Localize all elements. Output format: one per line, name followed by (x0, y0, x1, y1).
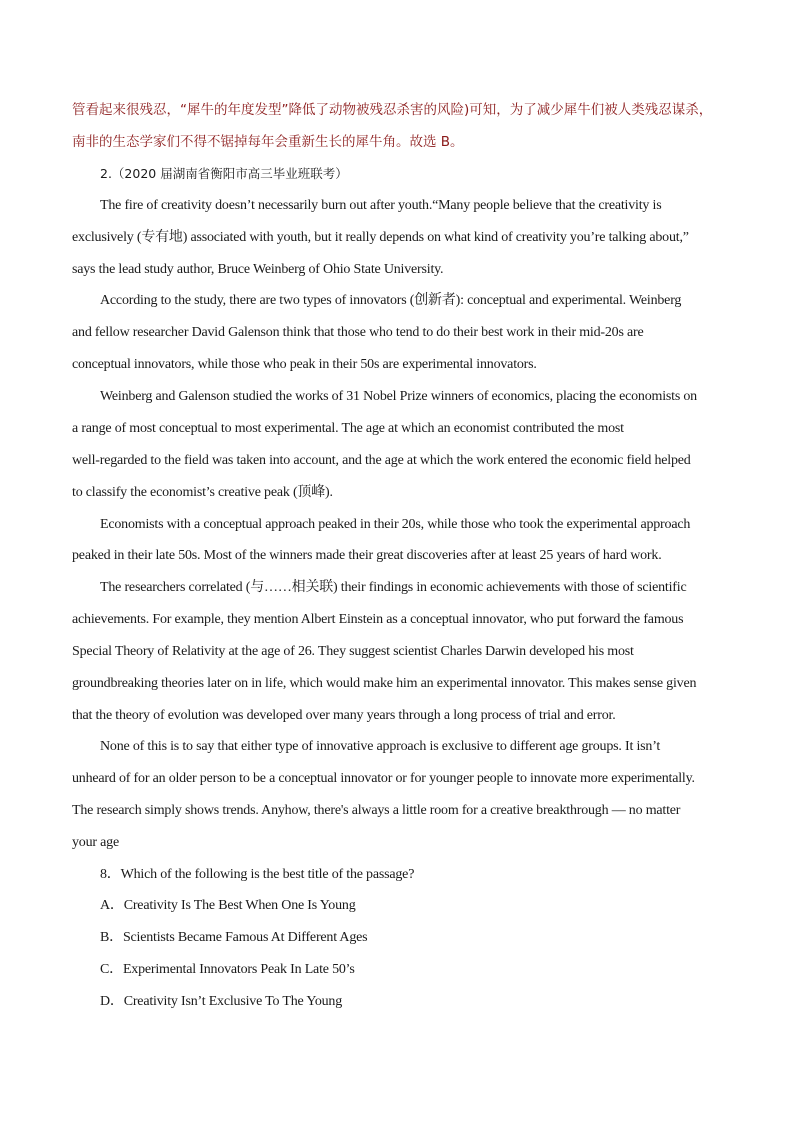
option-d: D．Creativity Isn’t Exclusive To The Young (100, 994, 343, 1009)
passage-p5-line-3: Special Theory of Relativity at the age of 26. They suggest scientist Charles Darwin developed his most (72, 644, 634, 659)
question-stem: 8．Which of the following is the best title of the passage? (100, 867, 415, 882)
passage-p1-line-2: exclusively (专有地) associated with youth, but it really depends on what kind of creativity you’re talking about,” (72, 230, 689, 245)
passage-p2-line-2: and fellow researcher David Galenson think that those who tend to do their best work in their mid-20s are (72, 325, 644, 340)
passage-p2-line-3: conceptual innovators, while those who peak in their 50s are experimental innovators. (72, 357, 537, 372)
passage-p3-line-2: a range of most conceptual to most experimental. The age at which an economist contributed the most (72, 421, 624, 436)
explanation-line-2: 南非的生态学家们不得不锯掉每年会重新生长的犀牛角。故选 B。 (72, 134, 464, 150)
passage-p3-line-3: well-regarded to the field was taken into account, and the age at which the work entered the economic field helped (72, 453, 691, 468)
passage-p2-line-1: According to the study, there are two types of innovators (创新者): conceptual and experimental. Weinberg (100, 293, 682, 308)
explanation-line-1: 管看起来很残忍，“犀牛的年度发型”降低了动物被残忍杀害的风险)可知，为了减少犀牛们被人类残忍谋杀， (72, 102, 713, 118)
passage-p1-line-1: The fire of creativity doesn’t necessarily burn out after youth.“Many people believe that the creativity is (100, 198, 662, 213)
passage-p4-line-2: peaked in their late 50s. Most of the winners made their great discoveries after at least 25 years of hard work. (72, 548, 662, 563)
option-c: C．Experimental Innovators Peak In Late 50’s (100, 962, 355, 977)
passage-p6-line-1: None of this is to say that either type of innovative approach is exclusive to different age groups. It isn’t (100, 739, 661, 754)
option-b: B．Scientists Became Famous At Different Ages (100, 930, 368, 945)
passage-p3-line-4: to classify the economist’s creative peak (顶峰). (72, 485, 333, 500)
passage-p6-line-2: unheard of for an older person to be a conceptual innovator or for younger people to innovate more experimentally. (72, 771, 695, 786)
passage-p6-line-3: The research simply shows trends. Anyhow, there's always a little room for a creative breakthrough — no matter (72, 803, 681, 818)
passage-p5-line-2: achievements. For example, they mention Albert Einstein as a conceptual innovator, who put forward the famous (72, 612, 684, 627)
passage-p5-line-4: groundbreaking theories later on in life, which would make him an experimental innovator. This makes sense given (72, 676, 697, 691)
option-a: A．Creativity Is The Best When One Is Young (100, 898, 356, 913)
passage-p1-line-3: says the lead study author, Bruce Weinberg of Ohio State University. (72, 262, 444, 277)
question-header: 2.（2020 届湖南省衡阳市高三毕业班联考） (100, 166, 348, 181)
passage-p5-line-1: The researchers correlated (与……相关联) their findings in economic achievements with those of scientific (100, 580, 687, 595)
passage-p3-line-1: Weinberg and Galenson studied the works of 31 Nobel Prize winners of economics, placing the economists on (100, 389, 697, 404)
passage-p6-line-4: your age (72, 835, 119, 850)
passage-p4-line-1: Economists with a conceptual approach peaked in their 20s, while those who took the experimental approach (100, 517, 691, 532)
passage-p5-line-5: that the theory of evolution was developed over many years through a long process of trial and error. (72, 708, 616, 723)
